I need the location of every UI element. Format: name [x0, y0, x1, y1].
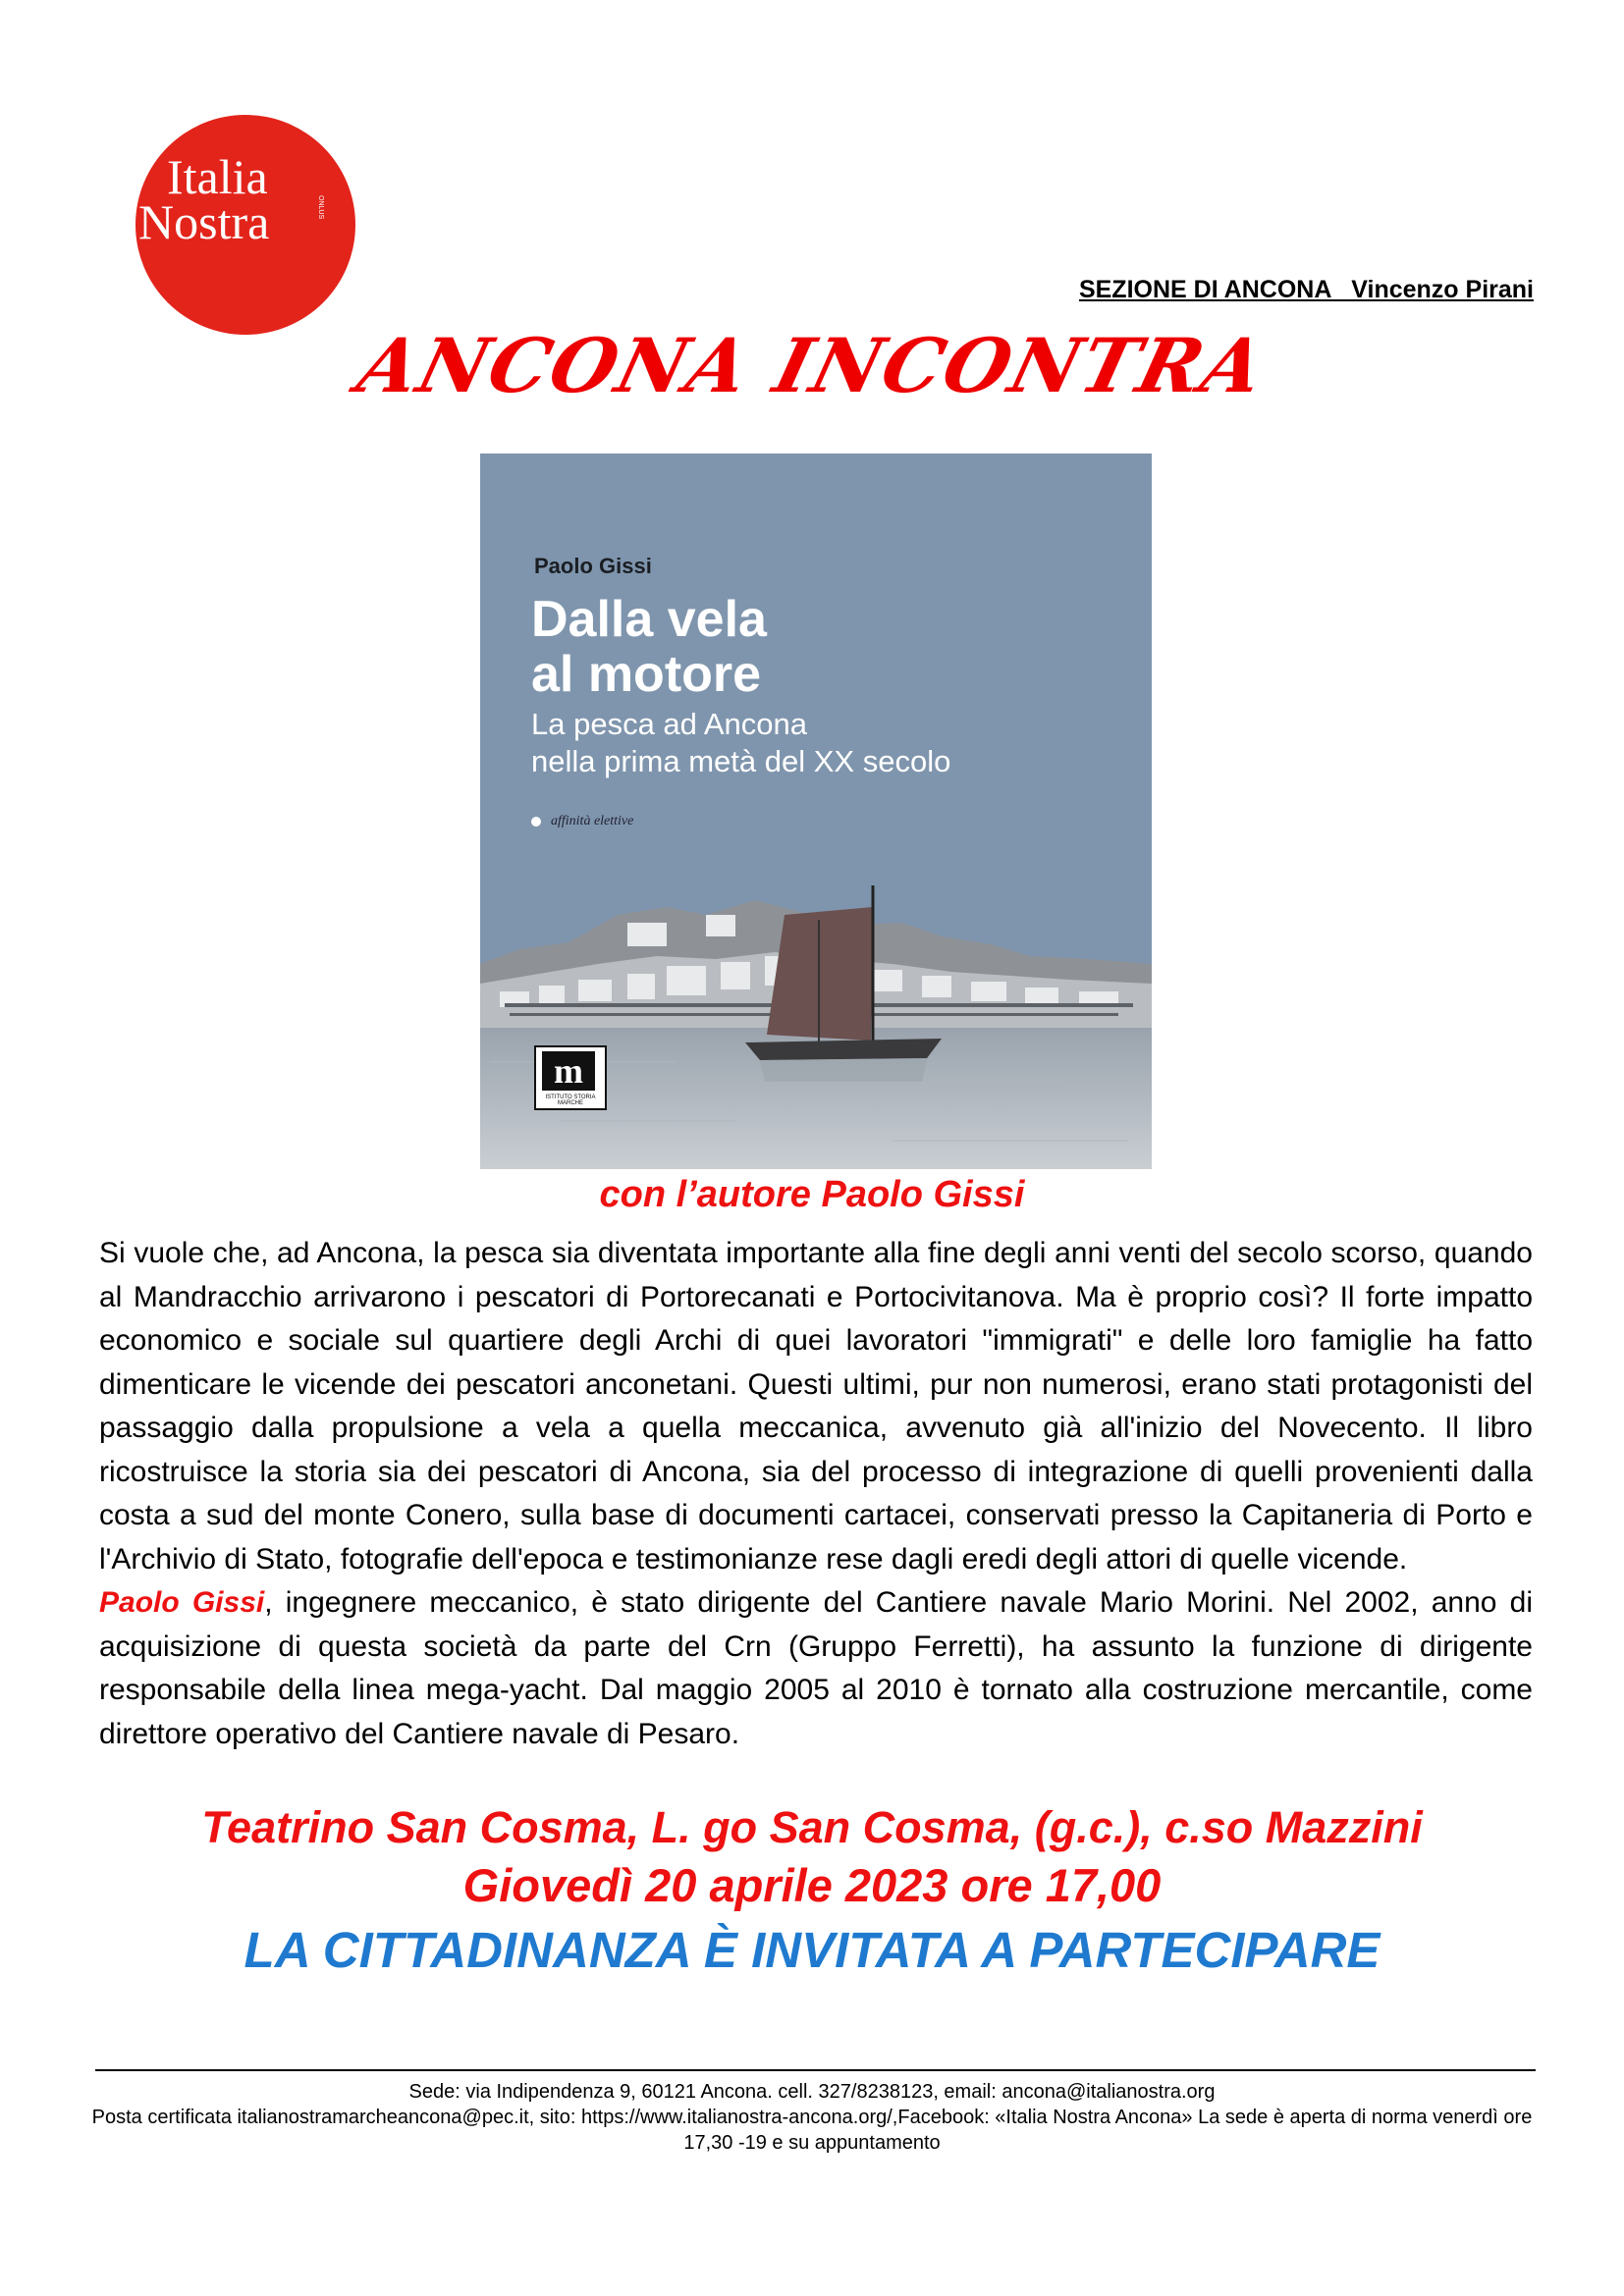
cover-subtitle-line1: La pesca ad Ancona [531, 707, 807, 741]
event-venue: Teatrino San Cosma, L. go San Cosma, (g.c.), c.so Mazzini [201, 1802, 1423, 1852]
cover-title-line2: al motore [531, 646, 762, 703]
istituto-storia-marche-badge [534, 1045, 607, 1110]
footer-line1: Sede: via Indipendenza 9, 60121 Ancona. cell. 327/8238123, email: ancona@italianostra.org [408, 2081, 1216, 2103]
page-title: ANCONA INCONTRA [349, 322, 1275, 409]
footer-divider [95, 2069, 1536, 2071]
logo-line2: Nostra [138, 194, 270, 249]
event-datetime: Giovedì 20 aprile 2023 ore 17,00 [462, 1859, 1162, 1911]
author-bio-text: , ingegnere meccanico, è stato dirigente del Cantiere navale Mario Morini. Nel 2002, anno di acquisizione di questa società da parte del Crn (Gruppo Ferretti), ha assunto la funzione di dirigente responsabile della linea mega-yacht. Dal maggio 2005 al 2010 è tornato alla costruzione mercantile, come direttore operativo del Cantiere navale di Pesaro. [99, 1586, 1533, 1750]
badge-caption: ISTITUTO STORIA MARCHE [545, 1095, 596, 1106]
author-subtitle: con l’autore Paolo Gissi [599, 1174, 1025, 1215]
body-text [99, 1232, 1533, 1756]
author-bio-paragraph [99, 1581, 1533, 1756]
cover-title-line1: Dalla vela [531, 591, 767, 648]
logo-small-text: ONLUS [317, 195, 324, 220]
badge-mark-icon: m [542, 1051, 595, 1091]
book-cover [480, 454, 1152, 1169]
italia-nostra-logo [135, 115, 355, 335]
footer-line2: Posta certificata italianostramarcheancona@pec.it, sito: https://www.italianostra-ancona.org/,Facebook: «Italia Nostra Ancona» La sede è aperta di norma venerdì ore 17,30 -19 e su appuntamento [91, 2107, 1533, 2154]
cover-subtitle-line2: nella prima metà del XX secolo [531, 744, 951, 778]
description-paragraph: Si vuole che, ad Ancona, la pesca sia diventata importante alla fine degli anni venti del secolo scorso, quando al Mandracchio arrivarono i pescatori di Portorecanati e Portocivitanova. Ma è proprio così? Il forte impatto economico e sociale sul quartiere degli Archi di quei lavoratori "immigrati" e delle loro famiglie ha fatto dimenticare le vicende dei pescatori anconetani. Questi ultimi, pur non numerosi, erano stati protagonisti del passaggio dalla propulsione a vela a quella meccanica, avvenuto già all'inizio del Novecento. Il libro ricostruisce la storia sia dei pescatori di Ancona, sia del processo di integrazione di quelli provenienti dalla costa a sud del monte Conero, sulla base di documenti cartacei, conservati presso la Capitaneria di Porto e l'Archivio di Stato, fotografie dell'epoca e testimonianze rese dagli eredi degli attori di quelle vicende. [99, 1237, 1533, 1575]
event-invitation: LA CITTADINANZA È INVITATA A PARTECIPARE [244, 1922, 1380, 1978]
logo-line1: Italia [167, 149, 268, 204]
author-name-highlight: Paolo Gissi [99, 1586, 265, 1619]
cover-publisher: affinità elettive [531, 814, 633, 829]
cover-author: Paolo Gissi [534, 554, 652, 578]
footer [0, 2079, 1624, 2156]
section-heading: SEZIONE DI ANCONA Vincenzo Pirani [1078, 276, 1534, 303]
